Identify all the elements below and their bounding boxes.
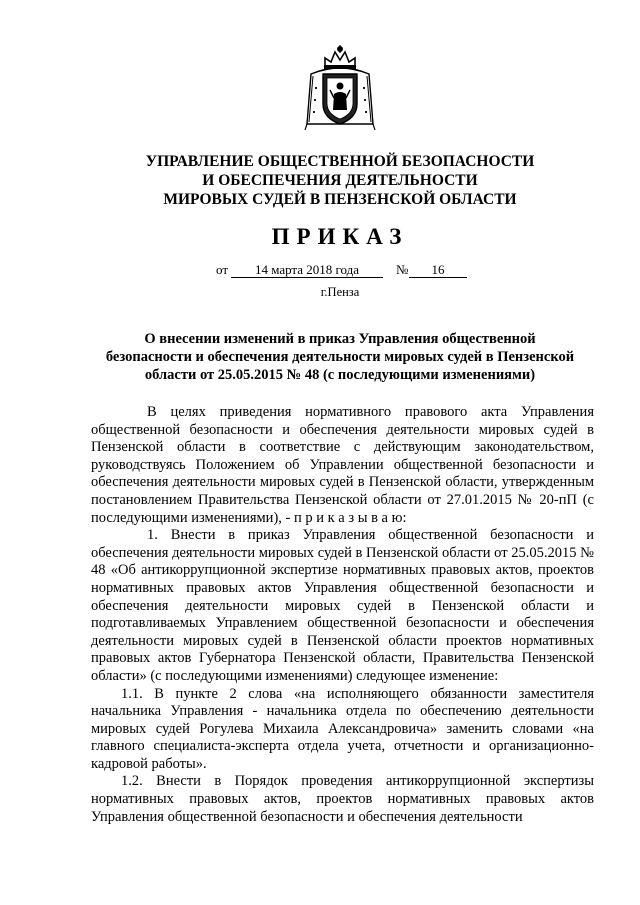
document-date: 14 марта 2018 года bbox=[254, 262, 360, 277]
subject-line: области от 25.05.2015 № 48 (с последующими изменениями) bbox=[144, 367, 536, 383]
document-city: г.Пенза bbox=[320, 285, 360, 299]
penza-coat-of-arms-icon bbox=[303, 44, 377, 130]
subject-line: О внесении изменений в приказ Управления общественной bbox=[144, 331, 536, 347]
document-subject bbox=[0, 330, 640, 384]
subject-line: безопасности и обеспечения деятельности мировых судей в Пензенской bbox=[105, 349, 575, 365]
body-paragraph: 1.1. В пункте 2 слова «на исполняющего обязанности заместителя начальника Управления - начальника отдела по обеспечению деятельности мировых судей Рогулева Михаила Александровича» заменить словами «на главного специалиста-эксперта отдела учета, отчетности и организационно-кадровой работы». bbox=[91, 685, 594, 772]
org-line: И ОБЕСПЕЧЕНИЯ ДЕЯТЕЛЬНОСТИ bbox=[202, 172, 478, 189]
document-body bbox=[91, 404, 594, 826]
body-paragraph: 1.2. Внести в Порядок проведения антикоррупционной экспертизы нормативных правовых актов, проектов нормативных правовых актов Управления общественной безопасности и обеспечения деятельности bbox=[91, 773, 594, 825]
document-number: 16 bbox=[431, 262, 445, 277]
org-line: МИРОВЫХ СУДЕЙ В ПЕНЗЕНСКОЙ ОБЛАСТИ bbox=[163, 191, 517, 208]
number-label: № bbox=[396, 262, 409, 277]
body-paragraph: 1. Внести в приказ Управления общественной безопасности и обеспечения деятельности мировых судей в Пензенской области от 25.05.2015 № 48 «Об антикоррупционной экспертизе нормативных правовых актов, проектов нормативных правовых актов Управления общественной безопасности и обеспечения деятельности мировых судей в Пензенской области и подготавливаемых Управлением общественной безопасности и обеспечения деятельности мировых судей в Пензенской области проектов нормативных правовых актов Губернатора Пензенской области, Правительства Пензенской области» (с последующими изменениями) следующее изменение: bbox=[91, 527, 594, 684]
body-paragraph: В целях приведения нормативного правового акта Управления общественной безопасности и обеспечения деятельности мировых судей в Пензенской области в соответствие с действующим законодательством, руководствуясь Положением об Управлении общественной безопасности и обеспечения деятельности мировых судей в Пензенской области, утвержденным постановлением Правительства Пензенской области от 27.01.2015 № 20-пП (с последующими изменениями), - п р и к а з ы в а ю: bbox=[91, 404, 594, 526]
number-underline bbox=[409, 277, 467, 278]
document-type-title: ПРИКАЗ bbox=[271, 224, 409, 249]
organization-name bbox=[0, 152, 640, 209]
date-label: от bbox=[216, 262, 229, 277]
date-underline bbox=[231, 277, 383, 278]
org-line: УПРАВЛЕНИЕ ОБЩЕСТВЕННОЙ БЕЗОПАСНОСТИ bbox=[145, 153, 535, 170]
